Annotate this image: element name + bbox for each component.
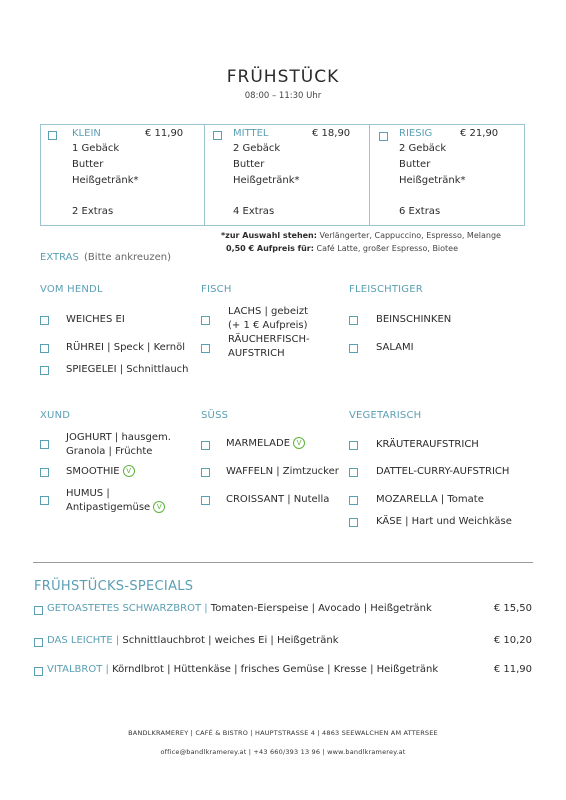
extra-item: CROISSANT | Nutella <box>226 494 330 505</box>
special-price: € 11,90 <box>493 664 532 675</box>
package-line: 2 Gebäck <box>399 143 447 154</box>
page-title: FRÜHSTÜCK <box>226 67 340 87</box>
extra-item-label: Antipastigemüse <box>66 502 151 513</box>
section-xund: XUND <box>40 410 71 421</box>
checkbox-icon[interactable] <box>349 316 358 325</box>
extra-item: WEICHES EI <box>66 314 125 325</box>
section-fleischtiger: FLEISCHTIGER <box>349 284 423 295</box>
package-line: Heißgetränk* <box>233 175 300 186</box>
checkbox-icon[interactable] <box>201 344 210 353</box>
special-desc: Tomaten-Eierspeise | Avocado | Heißgetränk <box>210 603 432 614</box>
footer-contact: office@bandlkramerey.at | +43 660/393 13 96 | www.bandlkramerey.at <box>160 748 406 756</box>
package-price: € 18,90 <box>312 128 351 139</box>
checkbox-icon[interactable] <box>48 131 57 140</box>
surcharge-note <box>226 244 458 253</box>
checkbox-icon[interactable] <box>201 496 210 505</box>
extra-item: RÜHREI | Speck | Kernöl <box>66 342 185 353</box>
package-name: RIESIG <box>399 128 433 139</box>
checkbox-icon[interactable] <box>201 441 210 450</box>
special-price: € 15,50 <box>493 603 532 614</box>
note-text: Verlängerter, Cappuccino, Espresso, Melange <box>319 231 501 240</box>
extra-item <box>66 465 135 479</box>
package-line: Butter <box>72 159 104 170</box>
package-klein <box>40 124 205 226</box>
checkbox-icon[interactable] <box>40 316 49 325</box>
special-item <box>47 603 432 614</box>
package-extras: 2 Extras <box>72 206 114 217</box>
package-line: 2 Gebäck <box>233 143 281 154</box>
package-line: 1 Gebäck <box>72 143 120 154</box>
checkbox-icon[interactable] <box>349 468 358 477</box>
package-line: Butter <box>233 159 265 170</box>
extra-item: SALAMI <box>376 342 414 353</box>
extra-item: DATTEL-CURRY-AUFSTRICH <box>376 466 510 477</box>
checkbox-icon[interactable] <box>34 638 43 647</box>
note-label: 0,50 € Aufpreis für: <box>226 244 314 253</box>
package-name: KLEIN <box>72 128 101 139</box>
opening-hours: 08:00 – 11:30 Uhr <box>244 91 322 101</box>
checkbox-icon[interactable] <box>379 132 388 141</box>
section-vegetarisch: VEGETARISCH <box>349 410 422 421</box>
divider <box>33 562 533 563</box>
extra-item: AUFSTRICH <box>228 348 285 359</box>
vegan-icon: V <box>153 501 165 513</box>
checkbox-icon[interactable] <box>201 316 210 325</box>
checkbox-icon[interactable] <box>349 344 358 353</box>
extras-heading <box>40 252 171 263</box>
extra-item: KRÄUTERAUFSTRICH <box>376 439 479 450</box>
footer-address: BANDLKRAMEREY | CAFÉ & BISTRO | HAUPTSTRASSE 4 | 4863 SEEWALCHEN AM ATTERSEE <box>128 729 438 737</box>
package-name: MITTEL <box>233 128 269 139</box>
specials-title: FRÜHSTÜCKS-SPECIALS <box>34 579 194 594</box>
special-desc: Schnittlauchbrot | weiches Ei | Heißgetränk <box>122 635 339 646</box>
special-price: € 10,20 <box>493 635 532 646</box>
special-name: GETOASTETES SCHWARZBROT | <box>47 603 208 614</box>
note-label: *zur Auswahl stehen: <box>221 231 317 240</box>
checkbox-icon[interactable] <box>34 606 43 615</box>
special-item <box>47 635 338 646</box>
extra-item: SPIEGELEI | Schnittlauch <box>66 364 189 375</box>
checkbox-icon[interactable] <box>40 366 49 375</box>
special-item <box>47 664 438 675</box>
package-mittel <box>204 124 370 226</box>
extra-item-note: (+ 1 € Aufpreis) <box>228 320 308 331</box>
package-line: Heißgetränk* <box>399 175 466 186</box>
extra-item: JOGHURT | hausgem. <box>66 432 171 443</box>
extra-item: RÄUCHERFISCH- <box>228 334 310 345</box>
checkbox-icon[interactable] <box>40 440 49 449</box>
section-vom-hendl: VOM HENDL <box>40 284 103 295</box>
extra-item: BEINSCHINKEN <box>376 314 452 325</box>
extra-item: KÄSE | Hart und Weichkäse <box>376 516 512 527</box>
package-riesig <box>369 124 525 226</box>
checkbox-icon[interactable] <box>40 468 49 477</box>
section-suess: SÜSS <box>201 410 229 421</box>
special-desc: Körndlbrot | Hüttenkäse | frisches Gemüse | Kresse | Heißgetränk <box>112 664 439 675</box>
extras-title: EXTRAS <box>40 252 79 263</box>
extra-item-label: SMOOTHIE <box>66 466 120 477</box>
package-line: Heißgetränk* <box>72 175 139 186</box>
extra-item <box>66 501 165 515</box>
extra-item-label: MARMELADE <box>226 438 291 449</box>
package-price: € 21,90 <box>460 128 499 139</box>
note-text: Café Latte, großer Espresso, Biotee <box>316 244 459 253</box>
package-price: € 11,90 <box>145 128 184 139</box>
section-fisch: FISCH <box>201 284 232 295</box>
checkbox-icon[interactable] <box>40 496 49 505</box>
extra-item: Granola | Früchte <box>66 446 153 457</box>
checkbox-icon[interactable] <box>201 468 210 477</box>
extra-item: HUMUS | <box>66 488 110 499</box>
extras-hint: (Bitte ankreuzen) <box>84 252 172 263</box>
special-name: VITALBROT | <box>47 664 109 675</box>
package-extras: 6 Extras <box>399 206 441 217</box>
checkbox-icon[interactable] <box>34 667 43 676</box>
extra-item: LACHS | gebeizt <box>228 306 308 317</box>
vegan-icon: V <box>293 437 305 449</box>
checkbox-icon[interactable] <box>213 131 222 140</box>
special-name: DAS LEICHTE | <box>47 635 120 646</box>
package-extras: 4 Extras <box>233 206 275 217</box>
checkbox-icon[interactable] <box>349 518 358 527</box>
vegan-icon: V <box>123 465 135 477</box>
checkbox-icon[interactable] <box>349 496 358 505</box>
extra-item <box>226 437 305 451</box>
checkbox-icon[interactable] <box>40 344 49 353</box>
extra-item: WAFFELN | Zimtzucker <box>226 466 339 477</box>
extra-item: MOZARELLA | Tomate <box>376 494 484 505</box>
checkbox-icon[interactable] <box>349 441 358 450</box>
package-line: Butter <box>399 159 431 170</box>
beverage-choice-note <box>221 231 501 240</box>
